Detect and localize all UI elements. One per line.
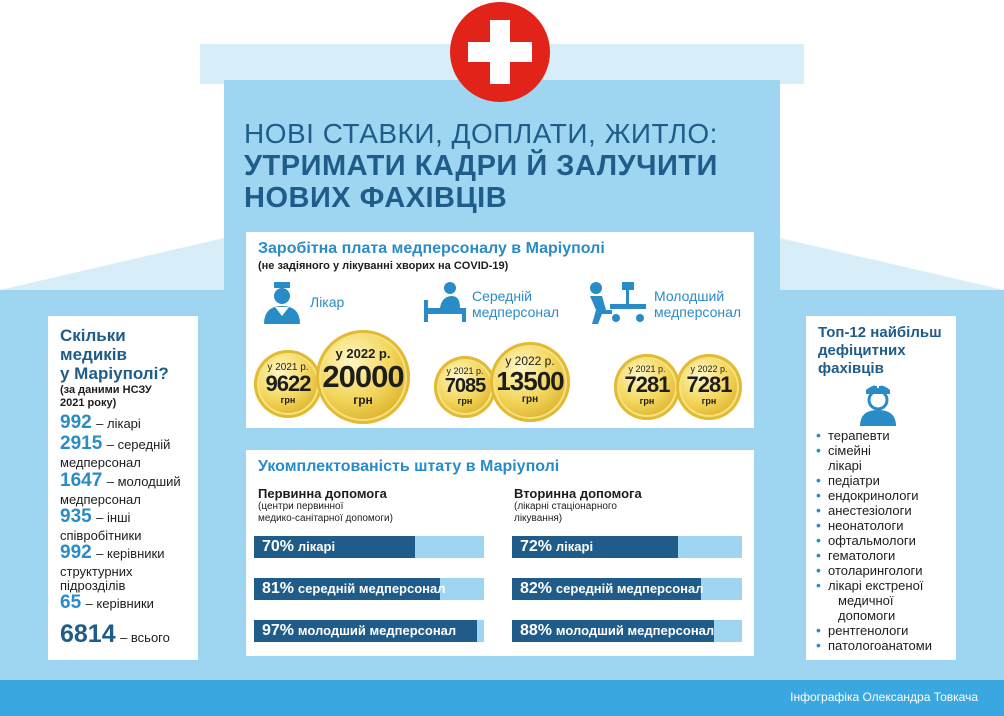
secondary-sub-1: (лікарні стаціонарного: [514, 501, 617, 512]
staffing-panel: [246, 450, 754, 656]
stat-mid-staff: 2915 – середній: [60, 433, 171, 454]
coin-junior-2021: у 2021 р. 7281 грн: [614, 354, 680, 420]
salary-panel: [246, 232, 754, 428]
secondary-bar-doctors-pct: 72%: [520, 538, 553, 555]
right-heading-3: фахівців: [818, 360, 884, 377]
left-source-1: (за даними НСЗУ: [60, 384, 152, 396]
coin-doctor-2021: у 2021 р. 9622 грн: [254, 350, 322, 418]
coin-mid-2022: у 2022 р. 13500 грн: [490, 342, 570, 422]
primary-bar-junior-label: молодший медперсонал: [297, 623, 457, 638]
doctor-label: Лікар: [310, 294, 345, 310]
primary-bar-junior-pct: 97%: [262, 622, 295, 639]
coin-doctor-2022: у 2022 р. 20000 грн: [316, 330, 410, 424]
title-line-3: НОВИХ ФАХІВЦІВ: [244, 182, 508, 214]
stat-heads: 65 – керівники: [60, 592, 154, 613]
primary-bar-mid-label: середній медперсонал: [297, 581, 446, 596]
primary-title: Первинна допомога: [258, 486, 387, 501]
mid-staff-label-1: Середній: [472, 288, 532, 304]
junior-staff-label-2: медперсонал: [654, 304, 742, 320]
list-item: • неонатологи: [816, 518, 954, 533]
stretcher-icon: [586, 280, 648, 328]
stat-total: 6814 – всього: [60, 620, 170, 648]
secondary-sub-2: лікування): [514, 513, 563, 524]
secondary-title: Вторинна допомога: [514, 486, 642, 501]
coin-junior-2022: у 2022 р. 7281 грн: [676, 354, 742, 420]
mid-staff-label-2: медперсонал: [472, 304, 560, 320]
list-item: медичної: [838, 593, 894, 608]
left-heading-3: у Маріуполі?: [60, 364, 169, 383]
list-item: • терапевти: [816, 428, 954, 443]
secondary-bar-mid: [512, 578, 742, 600]
red-cross-icon: [450, 2, 550, 102]
list-item: допомоги: [838, 608, 896, 623]
list-item: • рентгенологи: [816, 623, 954, 638]
salary-heading: Заробітна плата медперсоналу в Маріуполі: [258, 240, 605, 257]
right-heading-1: Топ-12 найбільш: [818, 324, 942, 341]
deficit-panel: [806, 316, 956, 660]
stat-junior-staff: 1647 – молодший: [60, 470, 181, 491]
medics-count-panel: [48, 316, 198, 660]
patient-bed-icon: [422, 280, 468, 326]
primary-bar-doctors-label: лікарі: [297, 539, 336, 554]
secondary-bar-junior-pct: 88%: [520, 622, 553, 639]
list-item: • офтальмологи: [816, 533, 954, 548]
stat-unit-heads-cont-1: структурних: [60, 564, 133, 579]
primary-bar-junior: [254, 620, 484, 642]
staffing-heading: Укомплектованість штату в Маріуполі: [258, 458, 560, 475]
secondary-bar-doctors: [512, 536, 742, 558]
doctor-icon: [260, 280, 304, 324]
stat-mid-staff-cont: медперсонал: [60, 455, 141, 470]
primary-bar-mid-pct: 81%: [262, 580, 295, 597]
primary-sub-2: медико-санітарної допомоги): [258, 513, 393, 524]
list-item: лікарі: [828, 458, 862, 473]
primary-sub-1: (центри первинної: [258, 501, 344, 512]
stat-other: 935 – інші: [60, 506, 131, 527]
stat-other-cont: співробітники: [60, 528, 142, 543]
list-item: • педіатри: [816, 473, 954, 488]
stat-junior-staff-cont: медперсонал: [60, 492, 141, 507]
secondary-bar-mid-label: середній медперсонал: [555, 581, 704, 596]
right-heading-2: дефіцитних: [818, 342, 906, 359]
list-item: • патологоанатоми: [816, 638, 954, 653]
primary-bar-doctors: [254, 536, 484, 558]
list-item: • сімейні: [816, 443, 954, 458]
stat-unit-heads: 992 – керівники: [60, 542, 165, 563]
list-item: • гематологи: [816, 548, 954, 563]
secondary-bar-mid-pct: 82%: [520, 580, 553, 597]
left-wing-roof: [0, 238, 224, 290]
footer-credit: Інфографіка Олександра Товкача: [790, 690, 978, 704]
left-heading-1: Скільки: [60, 326, 126, 345]
list-item: • лікарі екстреної: [816, 578, 954, 593]
secondary-bar-junior-label: молодший медперсонал: [555, 623, 715, 638]
stat-doctors: 992 – лікарі: [60, 412, 141, 433]
salary-subheading: (не задіяного у лікуванні хворих на COVID-19): [258, 260, 509, 272]
title-line-2: УТРИМАТИ КАДРИ Й ЗАЛУЧИТИ: [244, 150, 718, 182]
secondary-bar-doctors-label: лікарі: [555, 539, 594, 554]
primary-bar-doctors-pct: 70%: [262, 538, 295, 555]
list-item: • отоларингологи: [816, 563, 954, 578]
coin-mid-2021: у 2021 р. 7085 грн: [434, 356, 496, 418]
primary-bar-mid: [254, 578, 484, 600]
list-item: • ендокринологи: [816, 488, 954, 503]
left-source-2: 2021 року): [60, 397, 117, 409]
nurse-icon: [856, 380, 900, 426]
title-line-1: НОВІ СТАВКИ, ДОПЛАТИ, ЖИТЛО:: [244, 118, 718, 149]
junior-staff-label-1: Молодший: [654, 288, 725, 304]
deficit-list: [816, 428, 954, 653]
secondary-bar-junior: [512, 620, 742, 642]
right-wing-roof: [780, 238, 1004, 290]
stat-unit-heads-cont-2: підрозділів: [60, 578, 126, 593]
list-item: • анестезіологи: [816, 503, 954, 518]
left-heading-2: медиків: [60, 345, 127, 364]
